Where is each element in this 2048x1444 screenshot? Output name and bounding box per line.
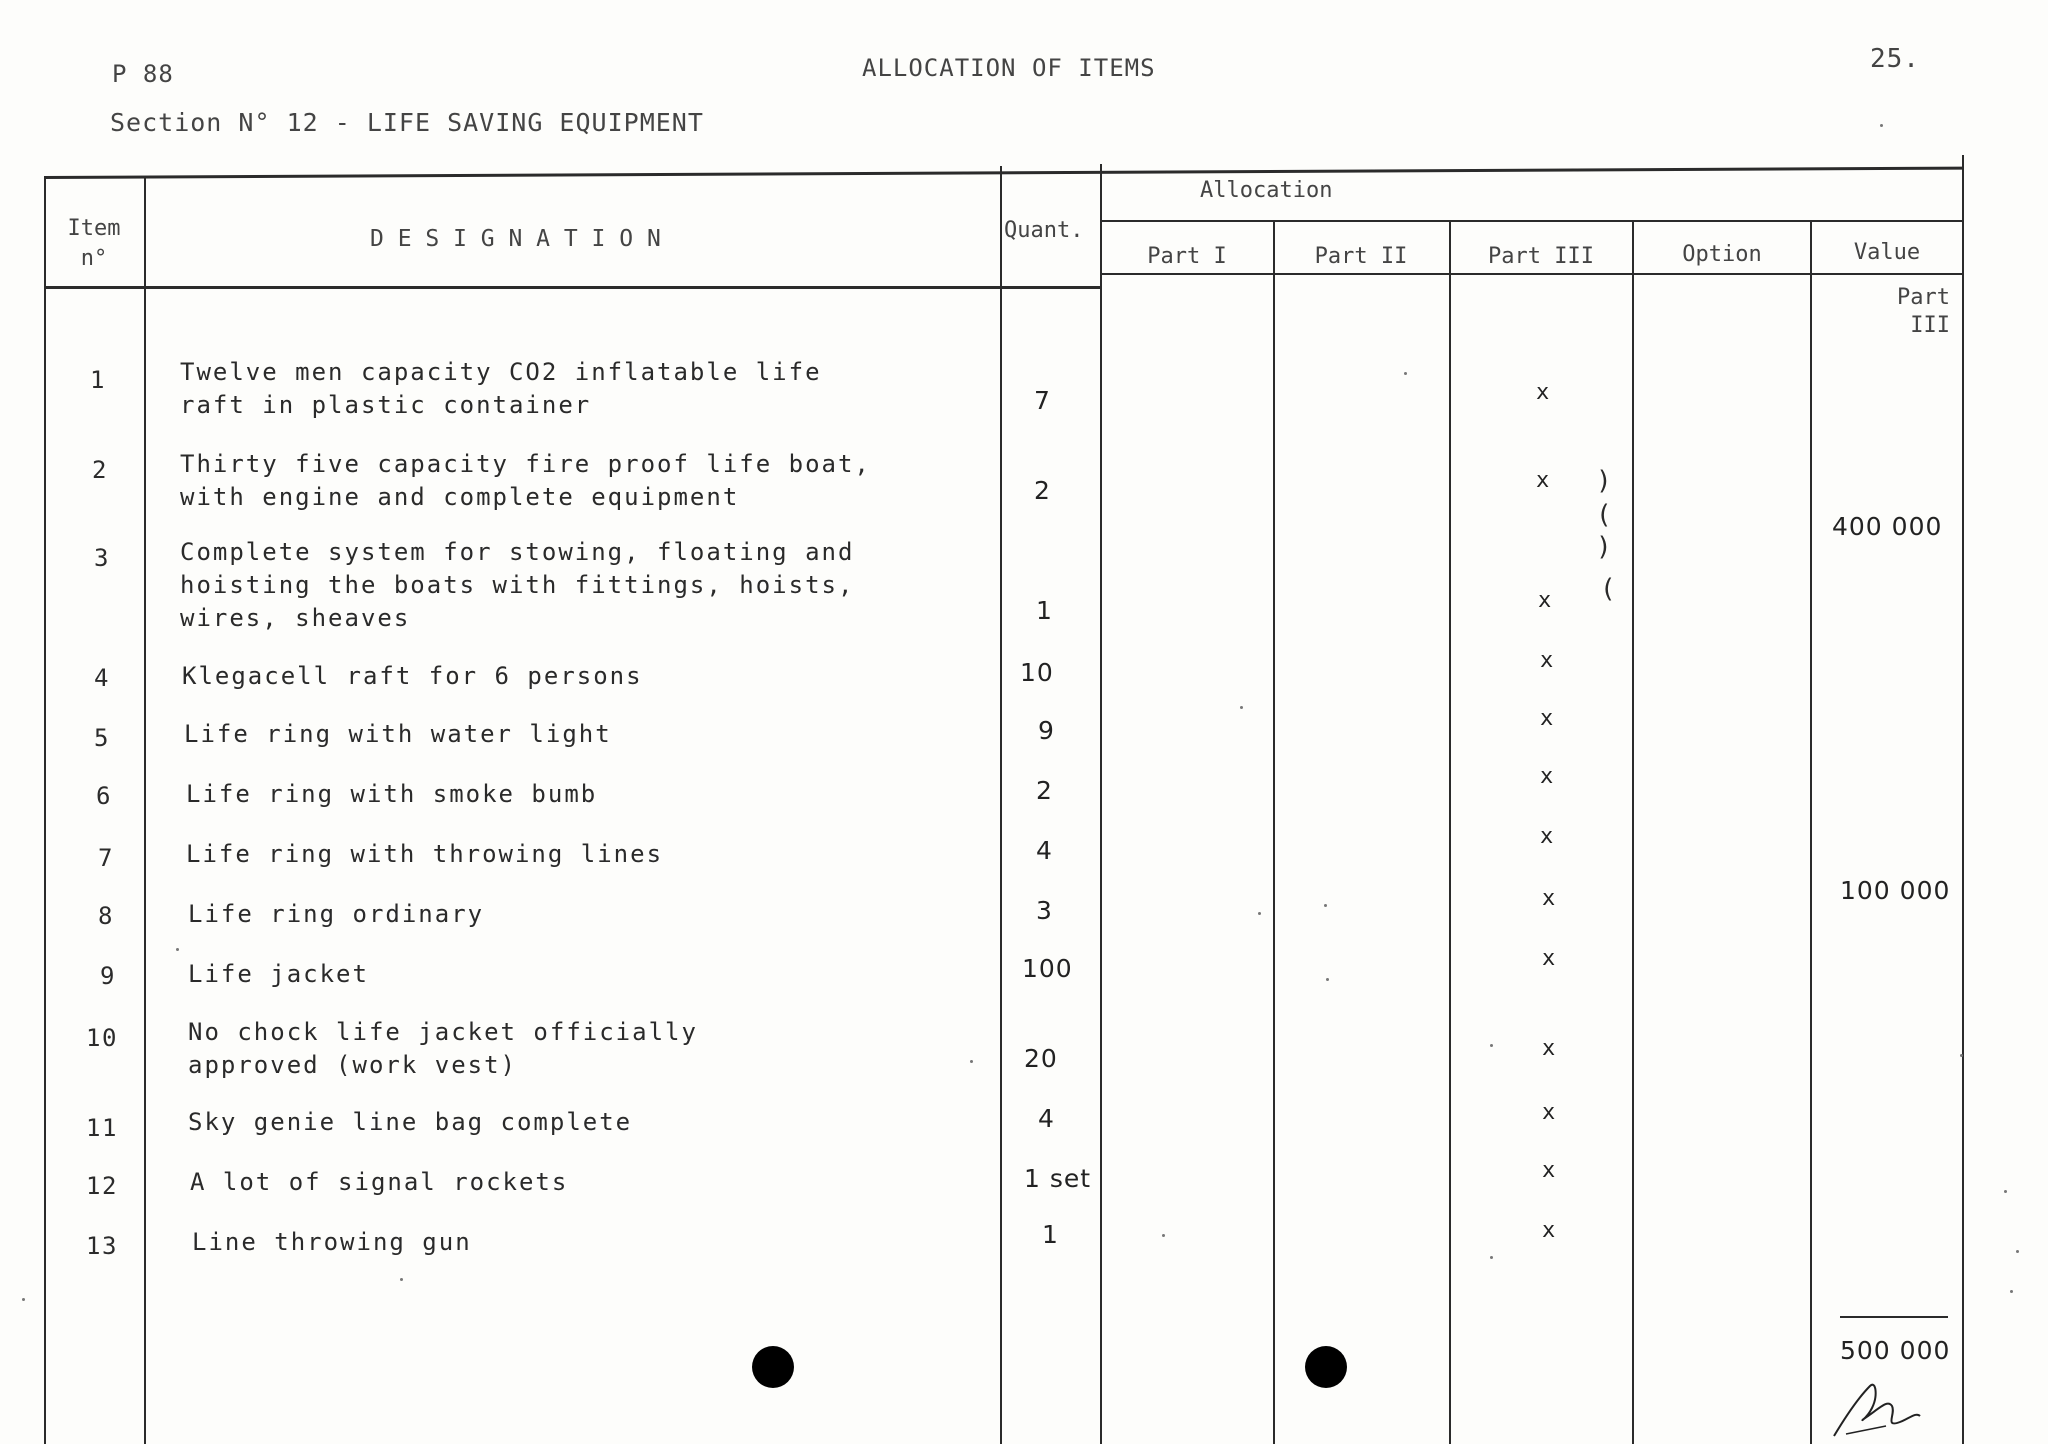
header-part-2: Part II [1314, 244, 1408, 269]
item-number: 7 [98, 844, 114, 872]
value-items-1-3: 400 000 [1832, 512, 1943, 541]
part3-mark: x [1542, 886, 1556, 911]
scan-speck [2016, 1250, 2019, 1253]
item-number: 3 [94, 544, 110, 572]
item-number: 13 [86, 1232, 118, 1260]
item-designation: Twelve men capacity CO2 inflatable life raft in plastic container [180, 358, 822, 419]
item-quantity: 7 [1034, 386, 1051, 415]
item-quantity: 3 [1036, 896, 1053, 925]
item-number: 9 [100, 962, 116, 990]
part3-mark: x [1536, 380, 1550, 405]
scan-speck [1960, 1054, 1963, 1057]
part3-mark: x [1542, 1158, 1556, 1183]
item-number: 6 [96, 782, 112, 810]
item-designation: Thirty five capacity fire proof life boat, with engine and complete equipment [180, 450, 871, 511]
group-bracket: ( [1600, 574, 1616, 604]
item-designation: Life ring with water light [184, 720, 612, 748]
part3-mark: x [1540, 824, 1554, 849]
item-quantity: 1 set [1024, 1164, 1092, 1193]
scan-speck [1490, 1044, 1493, 1047]
item-number: 4 [94, 664, 110, 692]
scan-speck [1162, 1234, 1165, 1237]
group-bracket: ) [1596, 466, 1612, 496]
item-designation: No chock life jacket officially approved (work vest) [188, 1018, 698, 1079]
scan-speck [176, 948, 179, 951]
scan-speck [1404, 372, 1407, 375]
group-bracket: ) [1596, 532, 1612, 562]
signature-initials [1826, 1376, 1926, 1442]
item-quantity: 2 [1036, 776, 1053, 805]
scan-speck [400, 1278, 403, 1281]
header-item-no: n° [80, 246, 108, 271]
item-quantity: 10 [1020, 658, 1054, 687]
item-quantity: 2 [1034, 476, 1051, 505]
scan-speck [22, 1298, 25, 1301]
item-designation: Life jacket [188, 960, 369, 988]
scan-speck [2010, 1290, 2013, 1293]
item-number: 12 [86, 1172, 118, 1200]
item-designation: Life ring with throwing lines [186, 840, 664, 868]
item-designation: Klegacell raft for 6 persons [182, 662, 643, 690]
header-value-sub: Part III [1897, 285, 1950, 338]
item-number: 1 [90, 366, 106, 394]
scan-speck [1326, 978, 1329, 981]
item-quantity: 1 [1036, 596, 1053, 625]
punch-hole [752, 1346, 794, 1388]
header-designation: D E S I G N A T I O N [370, 226, 661, 252]
scan-speck [1240, 706, 1243, 709]
item-designation: Sky genie line bag complete [188, 1108, 633, 1136]
item-quantity: 9 [1038, 716, 1055, 745]
section-title: Section N° 12 - LIFE SAVING EQUIPMENT [110, 108, 704, 137]
header-item: Item [67, 216, 121, 241]
part3-mark: x [1540, 764, 1554, 789]
item-designation: Complete system for stowing, floating and hoisting the boats with fittings, hoists, wires, sheaves [180, 538, 855, 632]
item-number: 10 [86, 1024, 118, 1052]
document-reference: P 88 [112, 60, 174, 88]
item-designation: A lot of signal rockets [190, 1168, 569, 1196]
part3-mark: x [1538, 588, 1552, 613]
part3-mark: x [1536, 468, 1550, 493]
header-allocation: Allocation [1200, 178, 1333, 203]
header-part-3: Part III [1488, 244, 1594, 269]
scan-speck [2004, 1190, 2007, 1193]
part3-mark: x [1542, 1036, 1556, 1061]
value-items-4-13: 100 000 [1840, 876, 1951, 905]
punch-hole [1305, 1346, 1347, 1388]
item-quantity: 1 [1042, 1220, 1059, 1249]
item-designation: Life ring ordinary [188, 900, 485, 928]
part3-mark: x [1542, 1218, 1556, 1243]
item-quantity: 4 [1038, 1104, 1055, 1133]
part3-mark: x [1540, 648, 1554, 673]
item-quantity: 20 [1024, 1044, 1058, 1073]
item-designation: Line throwing gun [192, 1228, 472, 1256]
page-number: 25. [1870, 44, 1920, 74]
item-number: 11 [86, 1114, 118, 1142]
item-designation: Life ring with smoke bumb [186, 780, 598, 808]
header-option: Option [1682, 242, 1762, 267]
scan-speck [1258, 912, 1261, 915]
scan-speck [1880, 124, 1883, 127]
group-bracket: ( [1596, 500, 1612, 530]
scan-speck [1324, 904, 1327, 907]
header-quantity: Quant. [1004, 218, 1084, 243]
scan-speck [970, 1060, 973, 1063]
part3-mark: x [1540, 706, 1554, 731]
item-quantity: 4 [1036, 836, 1053, 865]
value-total: 500 000 [1840, 1336, 1951, 1365]
item-number: 5 [94, 724, 110, 752]
header-value: Value [1853, 240, 1921, 265]
page-title: ALLOCATION OF ITEMS [862, 54, 1156, 82]
item-quantity: 100 [1022, 954, 1073, 983]
part3-mark: x [1542, 946, 1556, 971]
scan-speck [1490, 1256, 1493, 1259]
item-number: 8 [98, 902, 114, 930]
part3-mark: x [1542, 1100, 1556, 1125]
header-part-1: Part I [1147, 244, 1227, 269]
item-number: 2 [92, 456, 108, 484]
